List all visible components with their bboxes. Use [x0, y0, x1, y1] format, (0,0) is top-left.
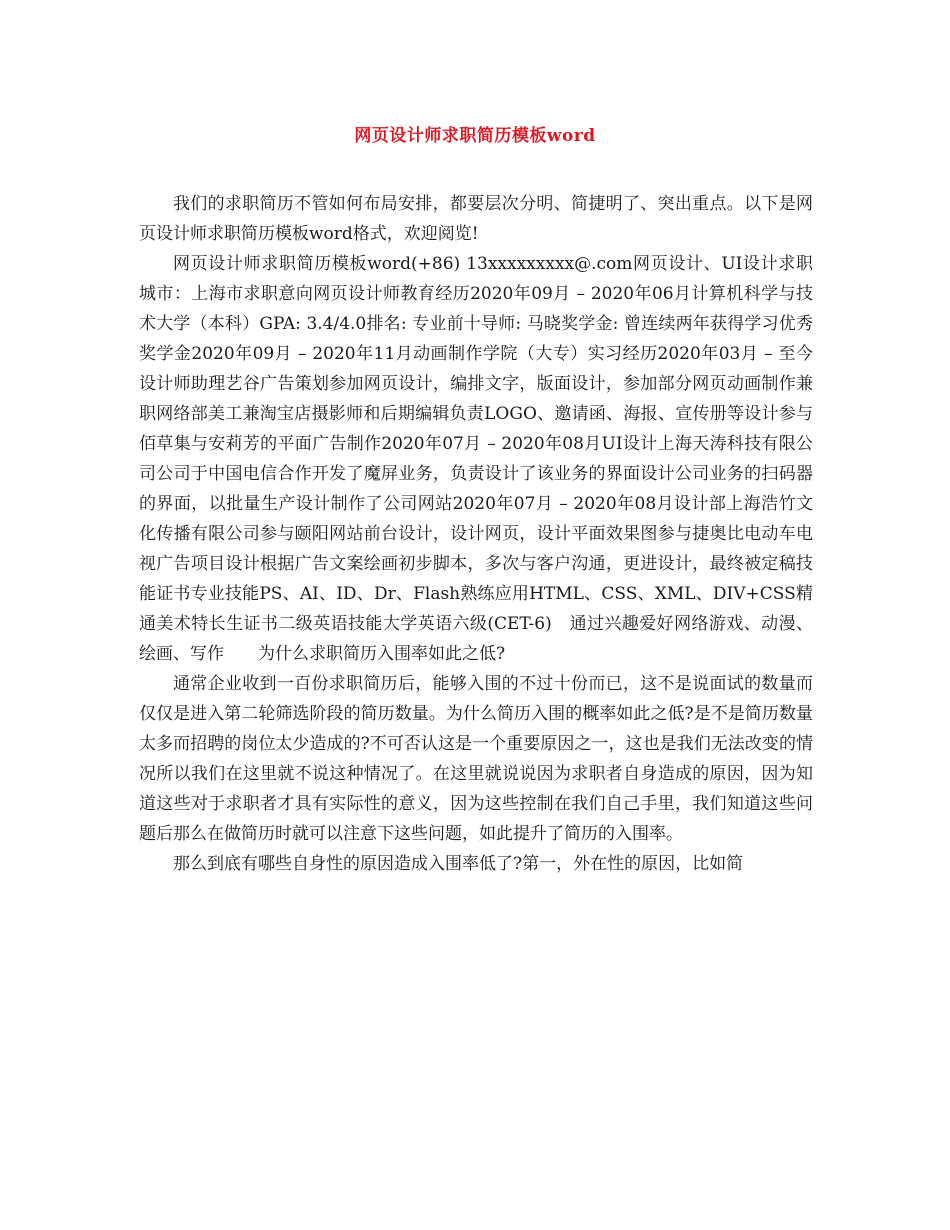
document-title: 网页设计师求职简历模板word [354, 126, 596, 146]
document-body [139, 189, 813, 879]
paragraph-intro: 我们的求职简历不管如何布局安排，都要层次分明、简捷明了、突出重点。以下是网页设计师求职简历模板word格式，欢迎阅览! [139, 194, 813, 244]
paragraph-reasons: 那么到底有哪些自身性的原因造成入围率低了?第一，外在性的原因，比如简 [173, 854, 744, 874]
paragraph-resume-template: 网页设计师求职简历模板word(+86) 13xxxxxxxxx@.com网页设计、UI设计求职城市：上海市求职意向网页设计师教育经历2020年09月 – 2020年06月计算机科学与技术大学（本科）GPA: 3.4/4.0排名: 专业前十导师: 马晓奖学金: 曾连续两年获得学习优秀奖学金2020年09月 – 2020年11月动画制作学院（大专）实习经历2020年03月 – 至今设计师助理艺谷广告策划参加网页设计，编排文字，版面设计，参加部分网页动画制作兼职网络部美工兼淘宝店摄影师和后期编辑负责LOGO、邀请函、海报、宣传册等设计参与佰草集与安莉芳的平面广告制作2020年07月 – 2020年08月UI设计上海天涛科技有限公司公司于中国电信合作开发了魔屏业务，负责设计了该业务的界面设计公司业务的扫码器的界面，以批量生产设计制作了公司网站2020年07月 – 2020年08月设计部上海浩竹文化传播有限公司参与颐阳网站前台设计，设计网页，设计平面效果图参与捷奥比电动车电视广告项目设计根据广告文案绘画初步脚本，多次与客户沟通，更进设计，最终被定稿技能证书专业技能PS、AI、ID、Dr、Flash熟练应用HTML、CSS、XML、DIV+CSS精通美术特长生证书二级英语技能大学英语六级(CET-6) 通过兴趣爱好网络游戏、动漫、绘画、写作 为什么求职简历入围率如此之低? [139, 254, 813, 664]
paragraph-shortlist-rate: 通常企业收到一百份求职简历后，能够入围的不过十份而已，这不是说面试的数量而仅仅是进入第二轮筛选阶段的简历数量。为什么简历入围的概率如此之低?是不是简历数量太多而招聘的岗位太少造成的?不可否认这是一个重要原因之一，这也是我们无法改变的情况所以我们在这里就不说这种情况了。在这里就说说因为求职者自身造成的原因，因为知道这些对于求职者才具有实际性的意义，因为这些控制在我们自己手里，我们知道这些问题后那么在做简历时就可以注意下这些问题，如此提升了简历的入围率。 [139, 674, 813, 844]
